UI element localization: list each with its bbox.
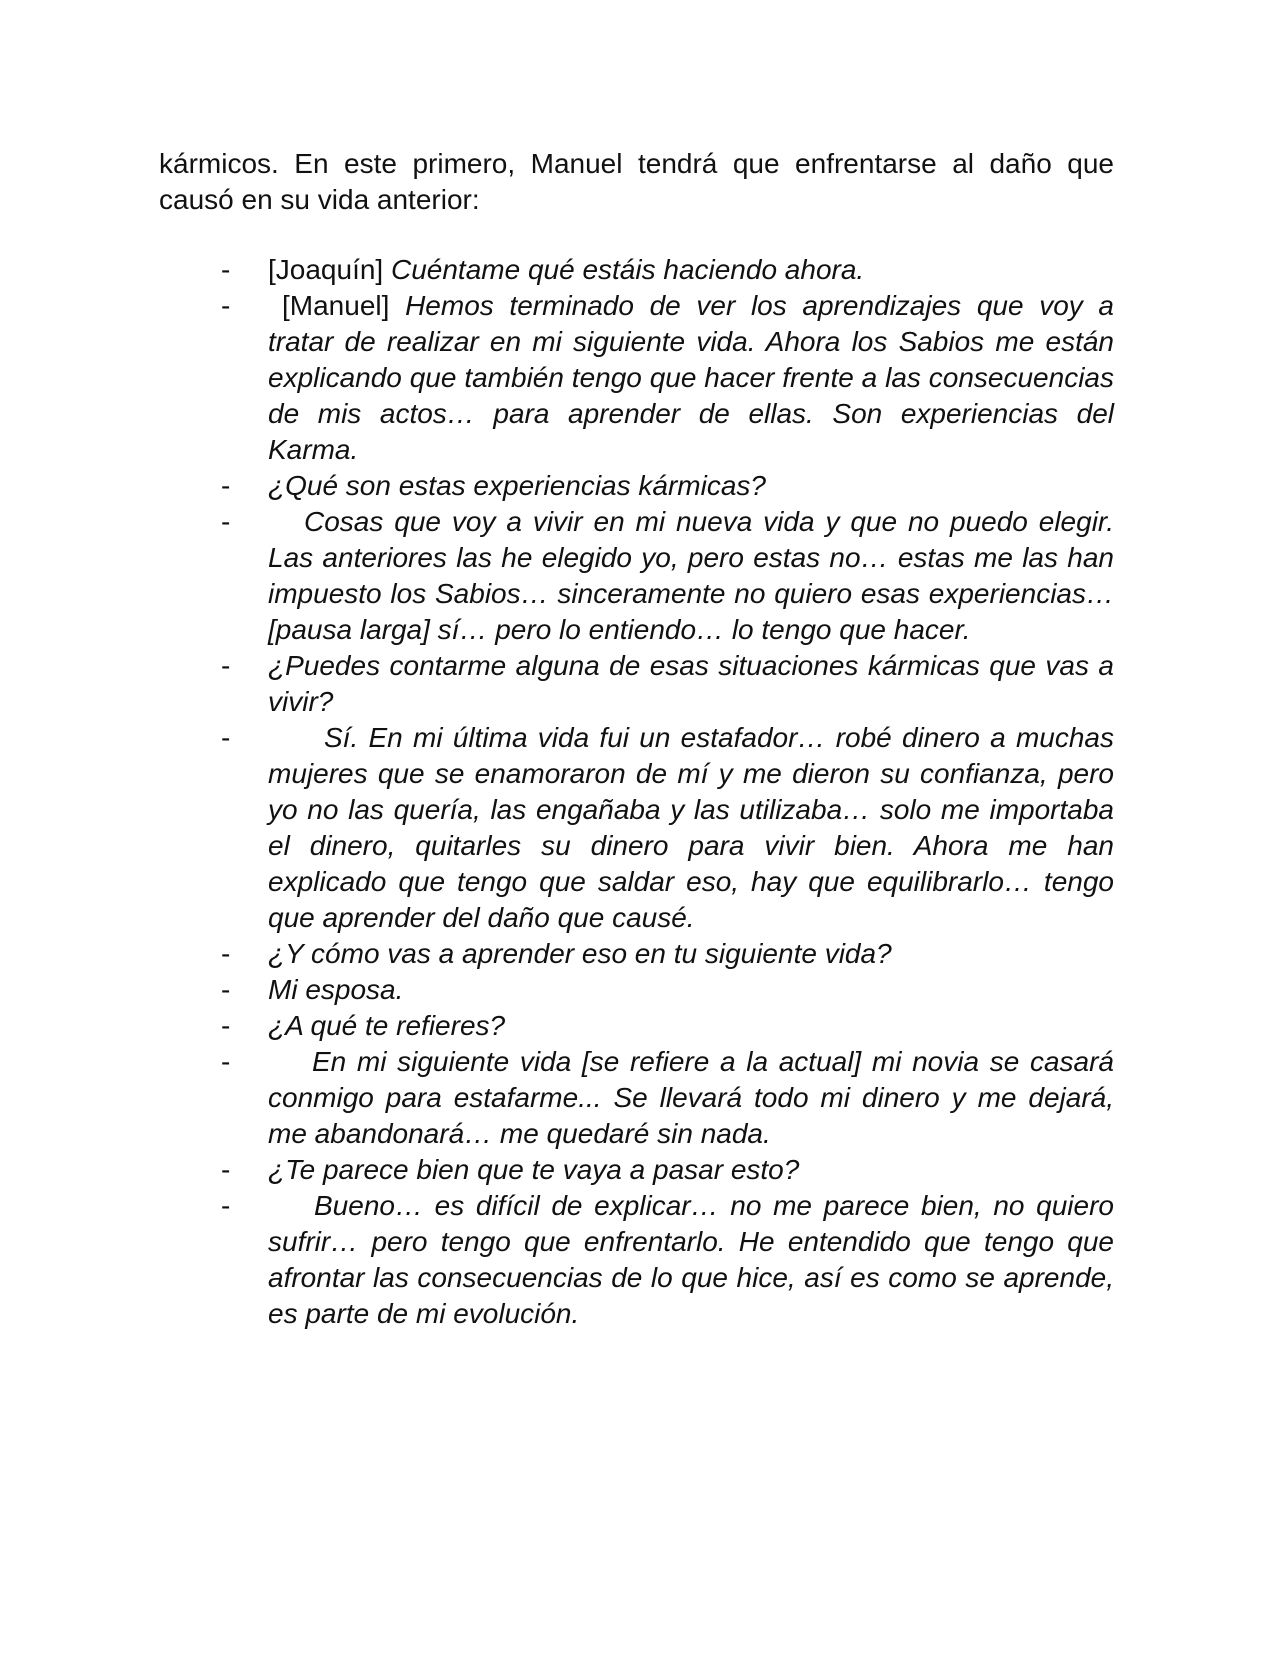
dialogue-item [159, 1152, 1114, 1188]
dialogue-item [159, 504, 1114, 648]
dialogue-text: Cuéntame qué estáis haciendo ahora. [390, 254, 865, 285]
list-dash: - [221, 650, 231, 681]
list-dash: - [221, 1154, 231, 1185]
dialogue-item [159, 1044, 1114, 1152]
list-dash: - [221, 974, 231, 1005]
list-dash: - [221, 290, 231, 321]
dialogue-text: Hemos terminado de ver los aprendizajes que voy a tratar de realizar en mi siguiente vida. Ahora los Sabios me están explicando que también tengo que hacer frente a las consecuencias de mis actos… para aprender de ellas. Son experiencias del Karma. [268, 290, 1115, 465]
dialogue-text: Cosas que voy a vivir en mi nueva vida y que no puedo elegir. Las anteriores las he elegido yo, pero estas no… estas me las han impuesto los Sabios… sinceramente no quiero esas experiencias… [pausa larga] sí… pero lo entiendo… lo tengo que hacer. [268, 506, 1114, 645]
dialogue-item [159, 648, 1114, 720]
dialogue-item [159, 468, 1114, 504]
dialogue-item [159, 972, 1114, 1008]
dialogue-item [159, 1008, 1114, 1044]
dialogue-text: ¿A qué te refieres? [268, 1010, 506, 1041]
list-dash: - [221, 1190, 231, 1221]
speaker-label: [Joaquín] [268, 254, 384, 285]
list-dash: - [221, 1046, 231, 1077]
dialogue-text: ¿Puedes contarme alguna de esas situaciones kármicas que vas a vivir? [268, 650, 1114, 717]
list-dash: - [221, 470, 231, 501]
intro-paragraph: kármicos. En este primero, Manuel tendrá que enfrentarse al daño que causó en su vida anterior: [159, 148, 1114, 215]
document-page [159, 146, 1114, 1332]
dialogue-list [159, 252, 1114, 1332]
dialogue-text: Mi esposa. [268, 974, 404, 1005]
list-dash: - [221, 506, 231, 537]
dialogue-text: ¿Qué son estas experiencias kármicas? [268, 470, 766, 501]
list-dash: - [221, 722, 231, 753]
dialogue-text: Bueno… es difícil de explicar… no me parece bien, no quiero sufrir… pero tengo que enfrentarlo. He entendido que tengo que afrontar las consecuencias de lo que hice, así es como se aprende, es parte de mi evolución. [268, 1190, 1114, 1329]
dialogue-item [159, 936, 1114, 972]
speaker-label: [Manuel] [282, 290, 390, 321]
dialogue-item [159, 288, 1114, 468]
dialogue-text: ¿Y cómo vas a aprender eso en tu siguiente vida? [268, 938, 892, 969]
dialogue-item [159, 720, 1114, 936]
dialogue-text: Sí. En mi última vida fui un estafador… robé dinero a muchas mujeres que se enamoraron de mí y me dieron su confianza, pero yo no las quería, las engañaba y las utilizaba… solo me importaba el dinero, quitarles su dinero para vivir bien. Ahora me han explicado que tengo que saldar eso, hay que equilibrarlo… tengo que aprender del daño que causé. [268, 722, 1114, 933]
list-dash: - [221, 938, 231, 969]
dialogue-text: ¿Te parece bien que te vaya a pasar esto? [268, 1154, 800, 1185]
dialogue-text: En mi siguiente vida [se refiere a la actual] mi novia se casará conmigo para estafarme... Se llevará todo mi dinero y me dejará, me abandonará… me quedaré sin nada. [268, 1046, 1114, 1149]
dialogue-item [159, 1188, 1114, 1332]
list-dash: - [221, 1010, 231, 1041]
list-dash: - [221, 254, 231, 285]
dialogue-item [159, 252, 1114, 288]
